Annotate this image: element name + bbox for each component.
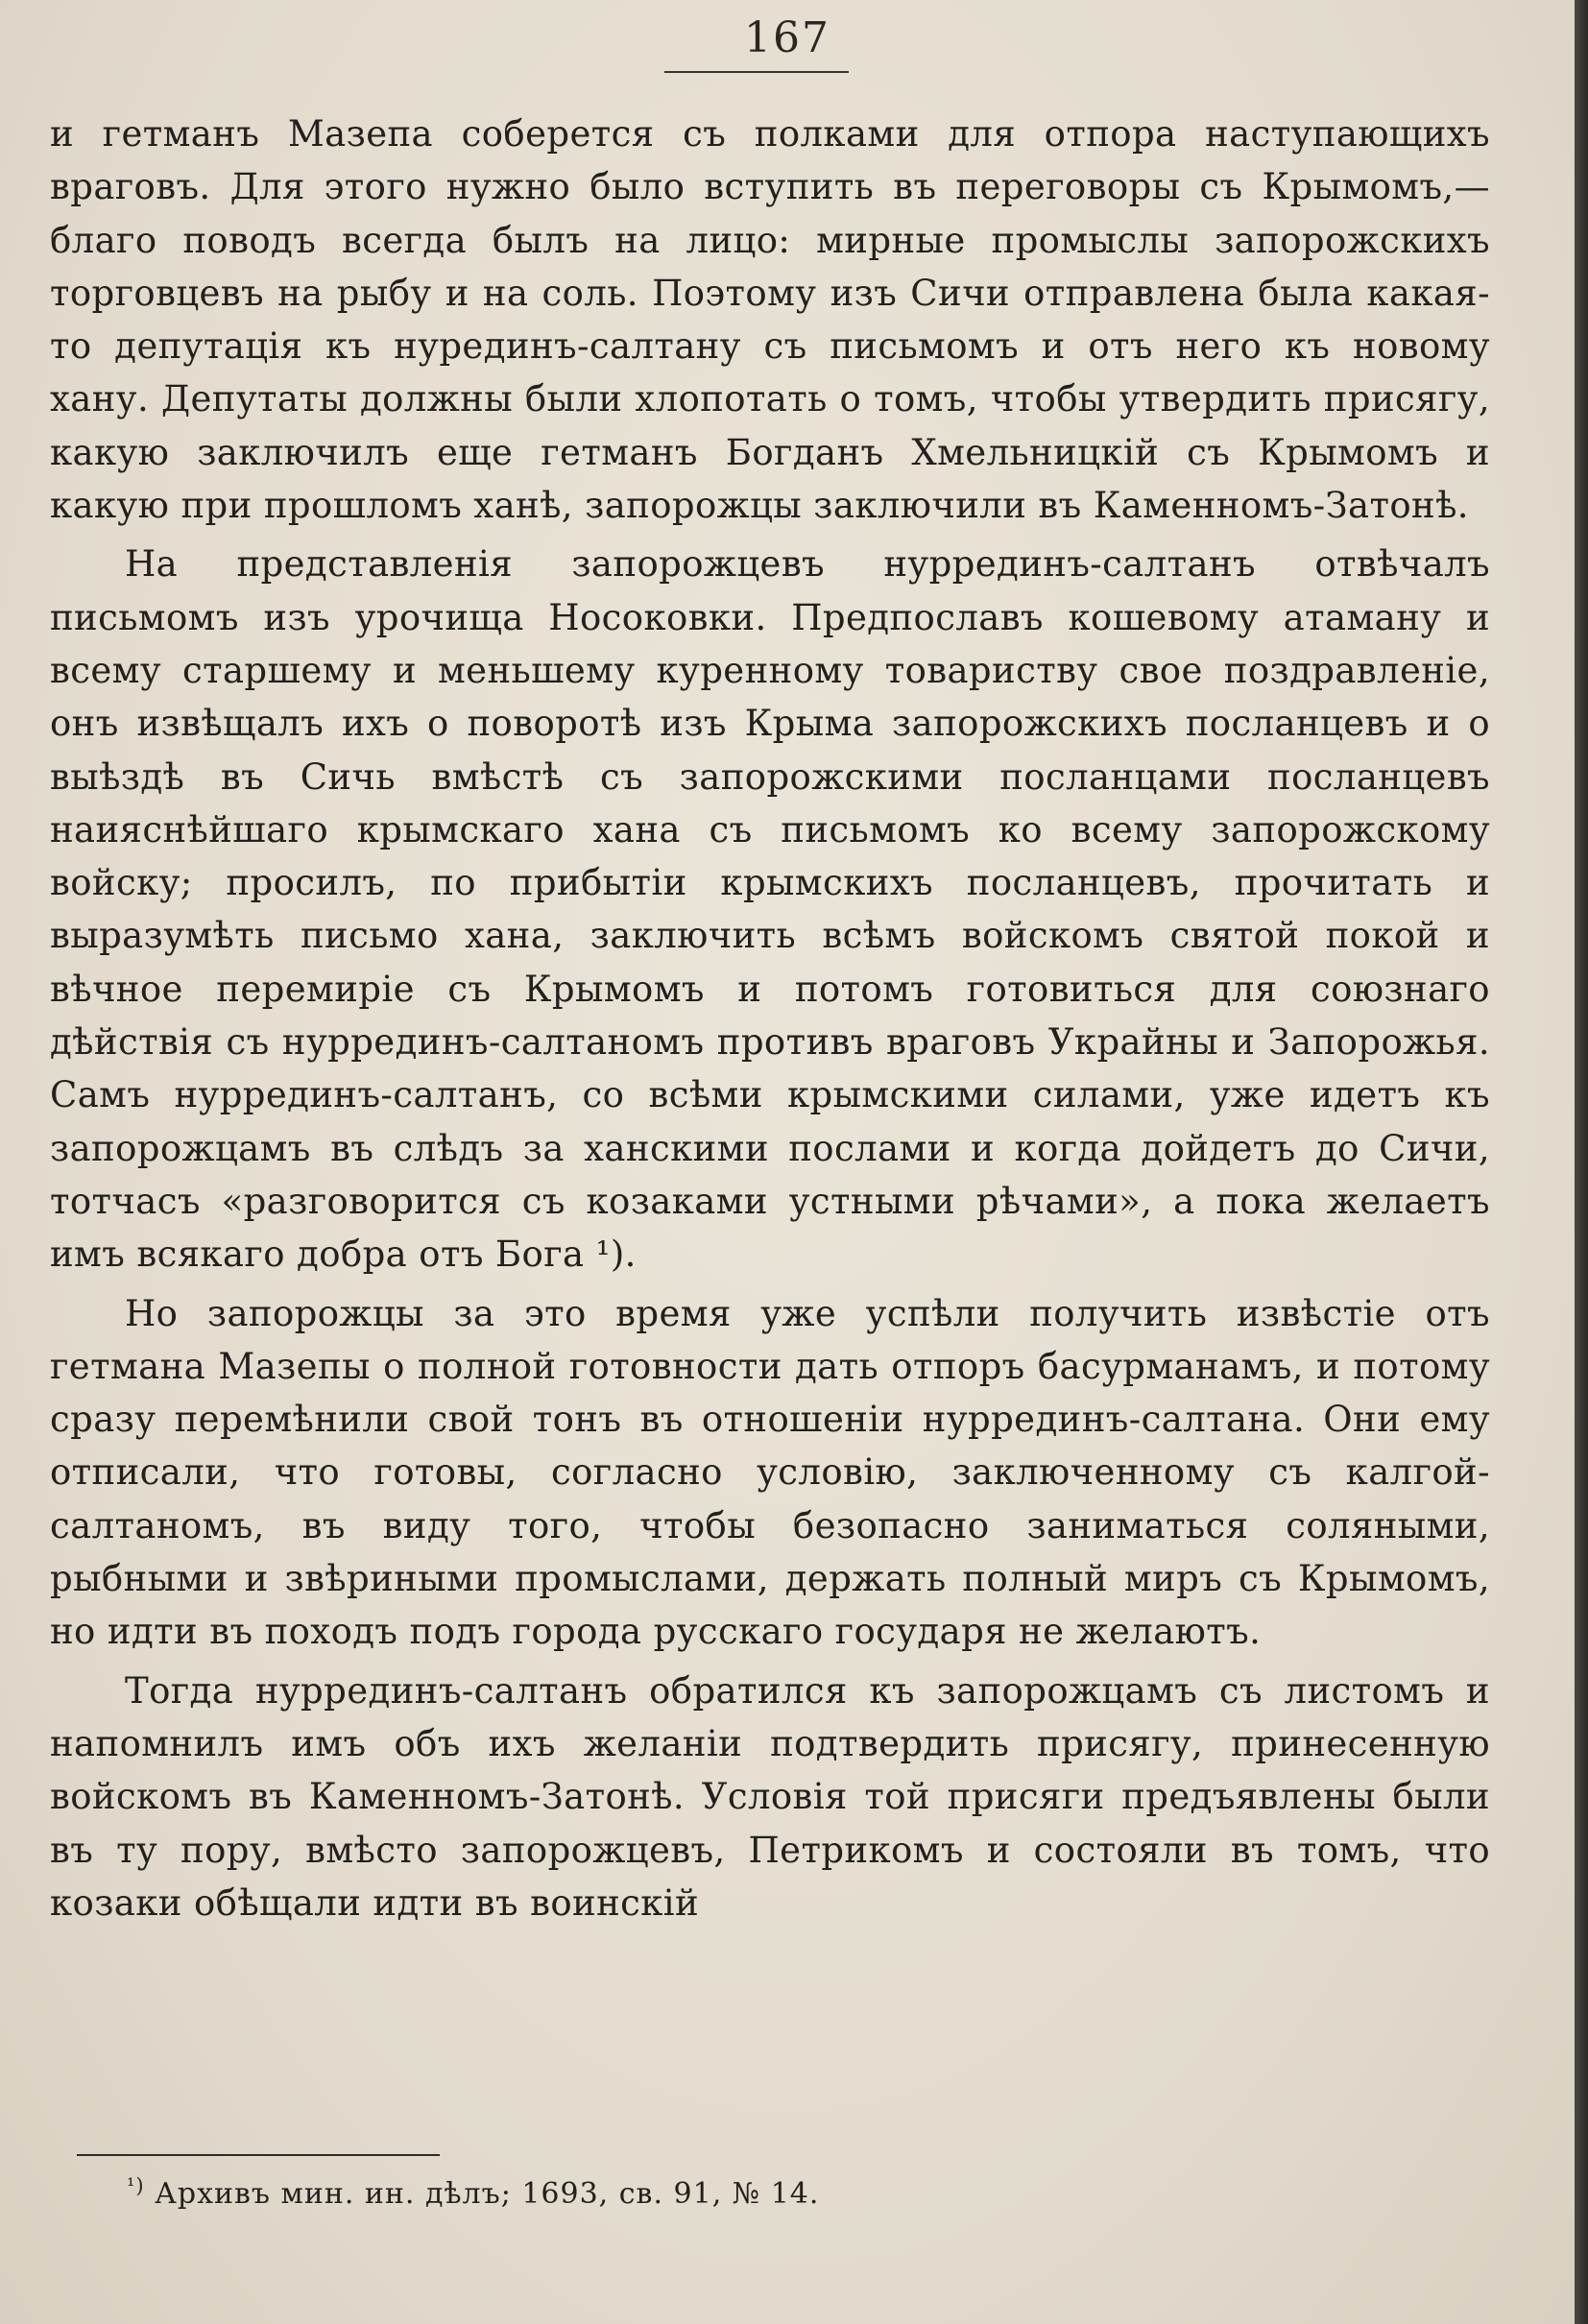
paragraph-3: Но запорожцы за это время уже успѣли получить извѣстіе отъ гетмана Мазепы о полной готовности дать отпоръ басурманамъ, и потому сразу перемѣнили свой тонъ въ отношеніи нуррединъ-салтана. Они ему отписали, что готовы, согласно условію, заключенному съ калгой-салтаномъ, въ виду того, чтобы безопасно заниматься соляными, рыбными и звѣриными промыслами, держать полный миръ съ Крымомъ, но идти въ походъ подъ города русскаго государя не желаютъ.	[50, 1292, 1490, 1653]
page-edge	[1575, 0, 1588, 2324]
page-number: 167	[744, 13, 830, 62]
paragraph-1: и гетманъ Мазепа соберется съ полками для отпора наступающихъ враговъ. Для этого нужно было вступить въ переговоры съ Крымомъ,—благо поводъ всегда былъ на лицо: мирные промыслы запорожскихъ торговцевъ на рыбу и на соль. Поэтому изъ Сичи отправлена была какая-то депутація къ нурединъ-салтану съ письмомъ и отъ него къ новому хану. Депутаты должны были хлопотать о томъ, чтобы утвердить присягу, какую заключилъ еще гетманъ Богданъ Хмельницкій съ Крымомъ и какую при прошломъ ханѣ, запорожцы заключили въ Каменномъ-Затонѣ.	[50, 113, 1490, 527]
footnote	[127, 2174, 820, 2211]
header-rule	[664, 71, 849, 73]
footnote-mark: ¹)	[127, 2174, 145, 2197]
footnote-text: Архивъ мин. ин. дѣлъ; 1693, св. 91, № 14.	[155, 2177, 820, 2211]
body-text	[50, 108, 1490, 1929]
paragraph-2: На представленія запорожцевъ нуррединъ-салтанъ отвѣчалъ письмомъ изъ урочища Носоковки. Предпославъ кошевому атаману и всему старшему и меньшему куренному товариству свое поздравленіе, онъ извѣщалъ ихъ о поворотѣ изъ Крыма запорожскихъ посланцевъ и о выѣздѣ въ Сичь вмѣстѣ съ запорожскими посланцами посланцевъ наияснѣйшаго крымскаго хана съ письмомъ ко всему запорожскому войску; просилъ, по прибытіи крымскихъ посланцевъ, прочитать и выразумѣть письмо хана, заключить всѣмъ войскомъ святой покой и вѣчное перемиріе съ Крымомъ и потомъ готовиться для союзнаго дѣйствія съ нуррединъ-салтаномъ противъ враговъ Украйны и Запорожья. Самъ нуррединъ-салтанъ, со всѣми крымскими силами, уже идетъ къ запорожцамъ въ слѣдъ за ханскими послами и когда дойдетъ до Сичи, тотчасъ «разговорится съ козаками устными рѣчами», а пока желаетъ имъ всякаго добра отъ Бога ¹).	[50, 543, 1490, 1276]
paragraph-4: Тогда нуррединъ-салтанъ обратился къ запорожцамъ съ листомъ и напомнилъ имъ объ ихъ желаніи подтвердить присягу, принесенную войскомъ въ Каменномъ-Затонѣ. Условія той присяги предъявлены были въ ту пору, вмѣсто запорожцевъ, Петрикомъ и состояли въ томъ, что козаки обѣщали идти въ воинскій	[50, 1669, 1490, 1924]
footnote-rule	[77, 2154, 440, 2156]
